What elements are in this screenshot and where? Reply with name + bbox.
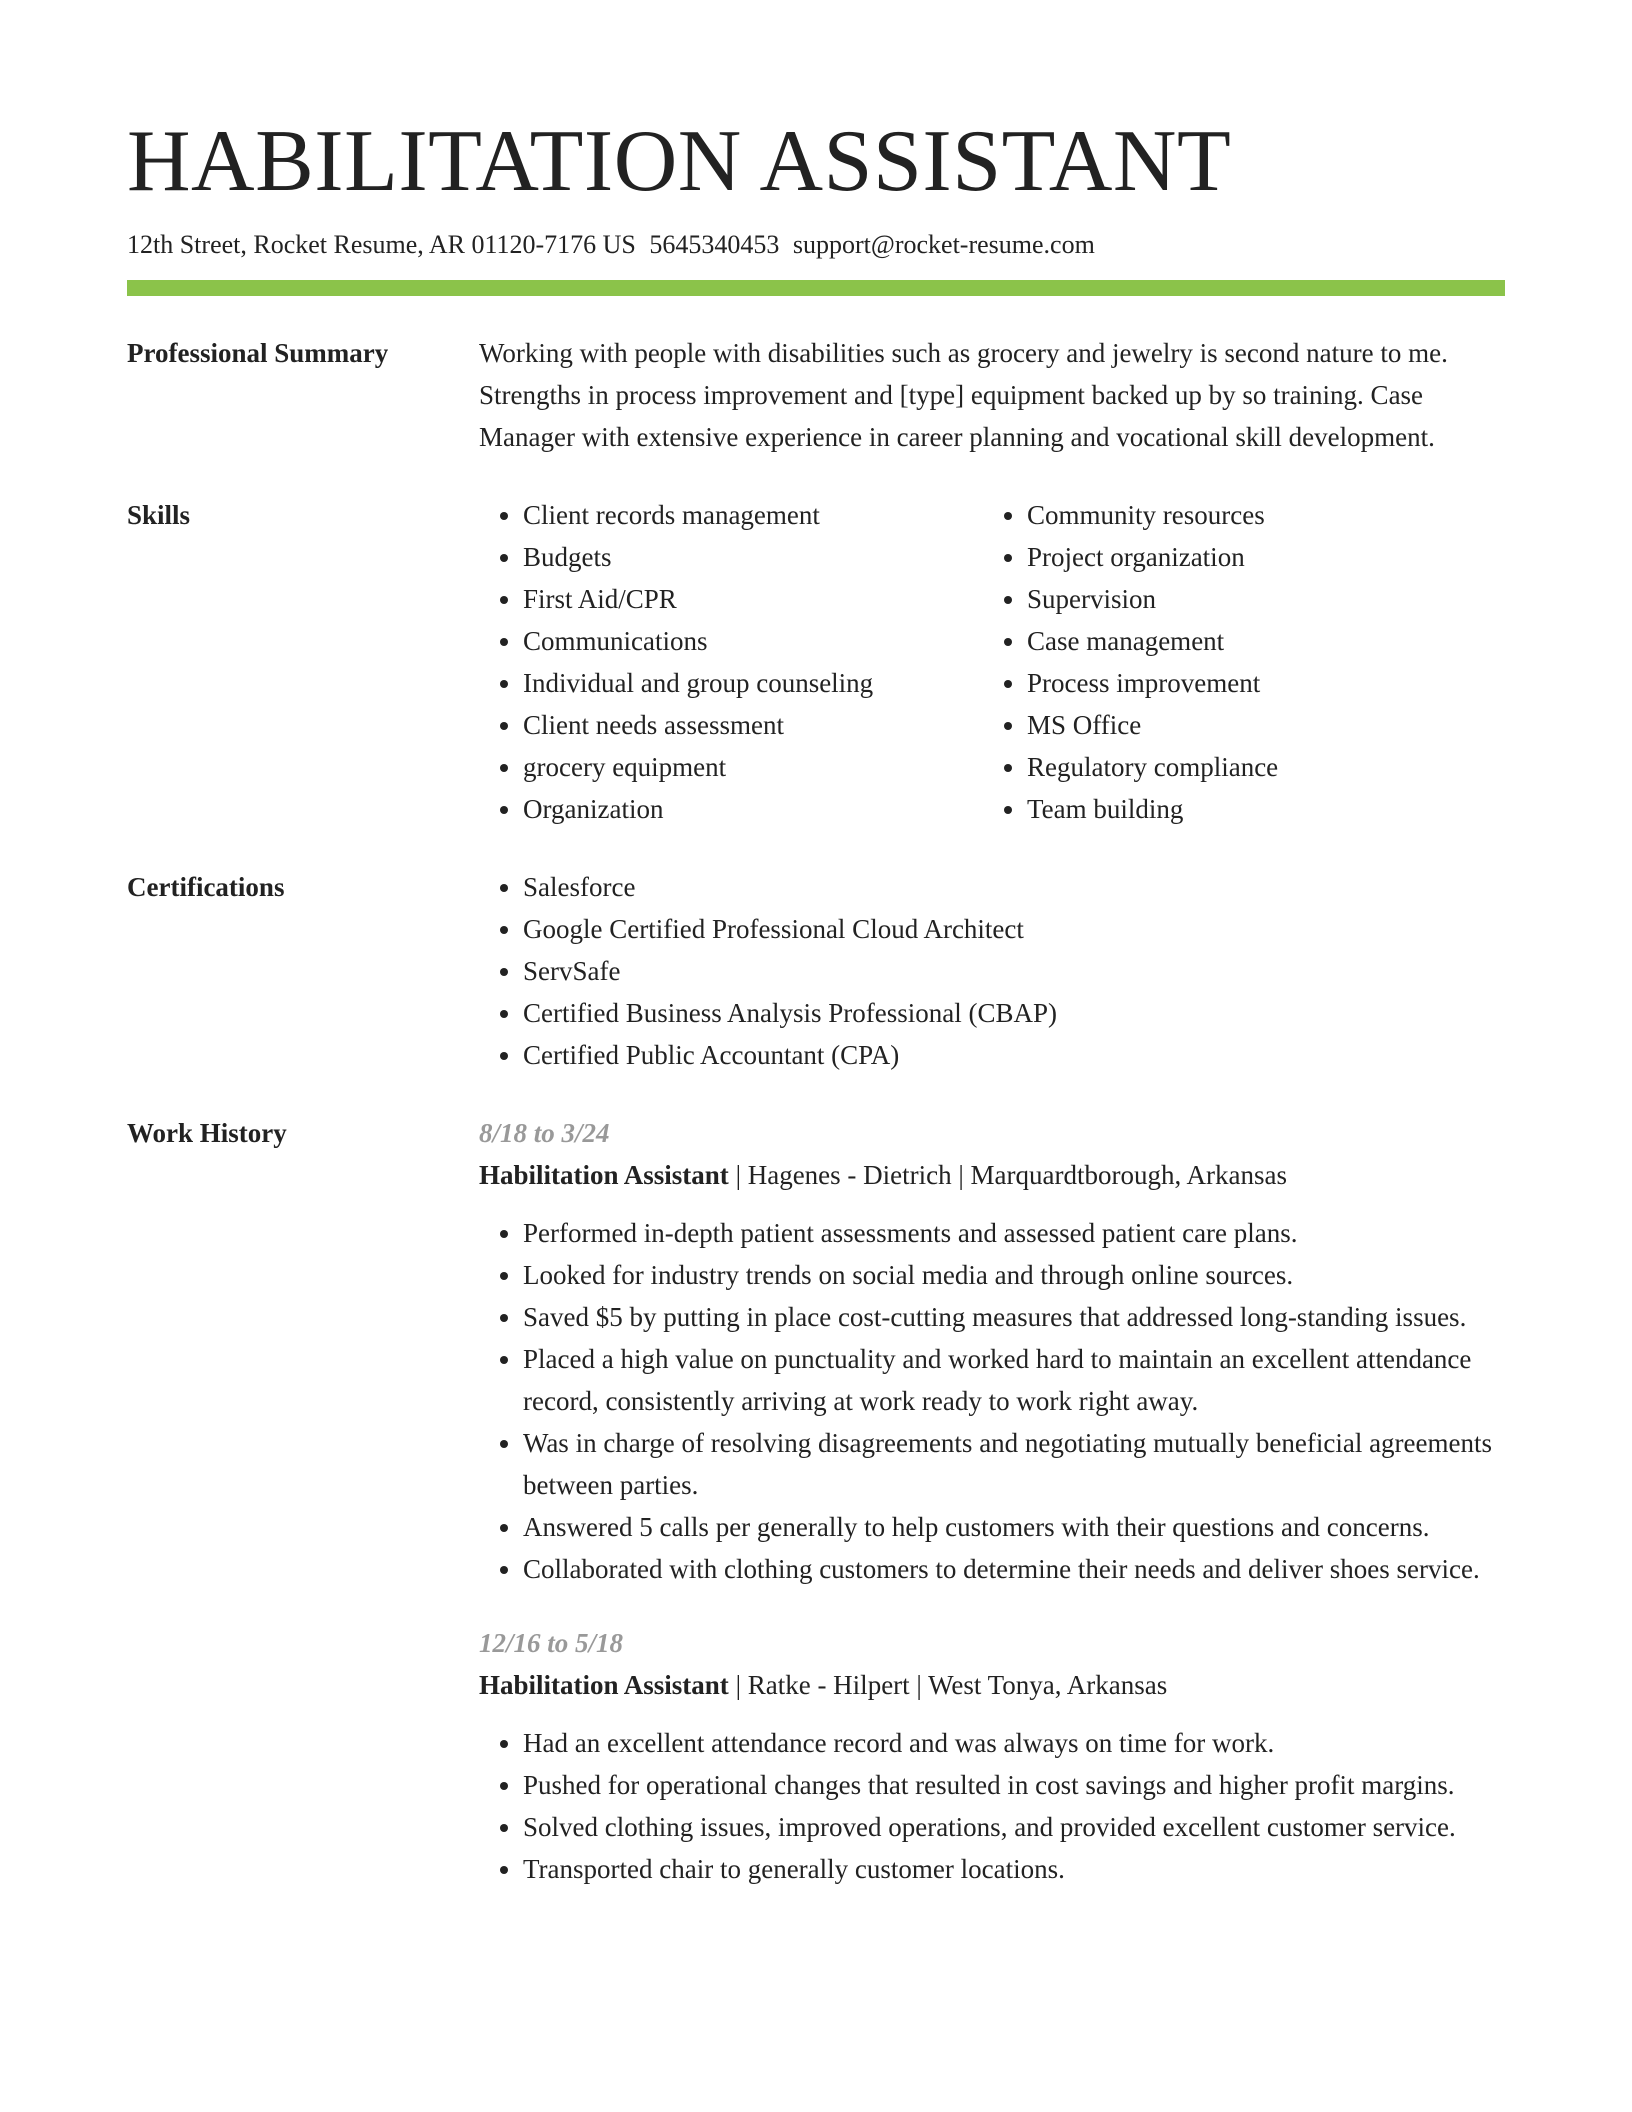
- work-history-title: Work History: [127, 1117, 287, 1148]
- job-entry: [479, 1622, 1505, 1890]
- skill-item: • Community resources: [1027, 494, 1487, 536]
- job-duty: • Saved $5 by putting in place cost-cutting measures that addressed long-standing issues.: [523, 1296, 1505, 1338]
- job-duty: • Collaborated with clothing customers to determine their needs and deliver shoes service.: [523, 1548, 1505, 1590]
- job-entry: [479, 1112, 1505, 1590]
- skill-item: • Team building: [1027, 788, 1487, 830]
- email: support@rocket-resume.com: [792, 230, 1095, 259]
- skill-item: • Regulatory compliance: [1027, 746, 1487, 788]
- summary-text: Working with people with disabilities such as grocery and jewelry is second nature to me. Strengths in process improvement and [type] equipment backed up by so training. Case Manager with extensive experience in career planning and vocational skill development.: [479, 337, 1448, 452]
- skills-list-left: [479, 494, 983, 830]
- job-dates: 12/16 to 5/18: [479, 1627, 624, 1658]
- job-duty: • Placed a high value on punctuality and worked hard to maintain an excellent attendance record, consistently arriving at work ready to work right away.: [523, 1338, 1505, 1422]
- job-duty: • Had an excellent attendance record and was always on time for work.: [523, 1722, 1505, 1764]
- skills-section: [127, 494, 1505, 830]
- skill-item: • First Aid/CPR: [523, 578, 983, 620]
- skills-list-right: [983, 494, 1487, 830]
- skill-item: • Project organization: [1027, 536, 1487, 578]
- skill-item: • Process improvement: [1027, 662, 1487, 704]
- certification-item: • Certified Public Accountant (CPA): [523, 1034, 1505, 1076]
- skills-title: Skills: [127, 499, 191, 530]
- job-employer-location: | Hagenes - Dietrich | Marquardtborough, Arkansas: [728, 1159, 1287, 1190]
- job-title: Habilitation Assistant: [479, 1669, 729, 1700]
- skill-item: • Budgets: [523, 536, 983, 578]
- job-duty: • Transported chair to generally customer locations.: [523, 1848, 1505, 1890]
- job-duty: • Looked for industry trends on social media and through online sources.: [523, 1254, 1505, 1296]
- summary-title: Professional Summary: [127, 337, 389, 368]
- job-duties-list: [479, 1212, 1505, 1590]
- job-employer-location: | Ratke - Hilpert | West Tonya, Arkansas: [728, 1669, 1168, 1700]
- skill-item: • Client needs assessment: [523, 704, 983, 746]
- candidate-name: HABILITATION ASSISTANT: [127, 113, 1232, 210]
- certification-item: • ServSafe: [523, 950, 1505, 992]
- work-history-section: [127, 1112, 1505, 1890]
- certification-item: • Salesforce: [523, 866, 1505, 908]
- summary-section: [127, 332, 1505, 458]
- skill-item: • Individual and group counseling: [523, 662, 983, 704]
- header-divider: [127, 280, 1505, 296]
- certifications-section: [127, 866, 1505, 1076]
- certification-item: • Certified Business Analysis Professional (CBAP): [523, 992, 1505, 1034]
- contact-line: [127, 228, 1505, 262]
- job-duty: • Answered 5 calls per generally to help customers with their questions and concerns.: [523, 1506, 1505, 1548]
- skill-item: • Supervision: [1027, 578, 1487, 620]
- job-heading: [479, 1154, 1505, 1196]
- job-heading: [479, 1664, 1505, 1706]
- job-title: Habilitation Assistant: [479, 1159, 729, 1190]
- job-duty: • Performed in-depth patient assessments and assessed patient care plans.: [523, 1212, 1505, 1254]
- address: 12th Street, Rocket Resume, AR 01120-7176 US: [127, 230, 636, 259]
- job-duty: • Pushed for operational changes that resulted in cost savings and higher profit margins.: [523, 1764, 1505, 1806]
- job-duty: • Was in charge of resolving disagreements and negotiating mutually beneficial agreements between parties.: [523, 1422, 1505, 1506]
- skill-item: • Client records management: [523, 494, 983, 536]
- skill-item: • Case management: [1027, 620, 1487, 662]
- phone: 5645340453: [649, 230, 780, 259]
- job-duties-list: [479, 1722, 1505, 1890]
- skill-item: • Communications: [523, 620, 983, 662]
- certifications-list: [479, 866, 1505, 1076]
- certifications-title: Certifications: [127, 871, 285, 902]
- job-duty: • Solved clothing issues, improved operations, and provided excellent customer service.: [523, 1806, 1505, 1848]
- skill-item: • MS Office: [1027, 704, 1487, 746]
- certification-item: • Google Certified Professional Cloud Architect: [523, 908, 1505, 950]
- job-dates: 8/18 to 3/24: [479, 1117, 610, 1148]
- skill-item: • Organization: [523, 788, 983, 830]
- skill-item: • grocery equipment: [523, 746, 983, 788]
